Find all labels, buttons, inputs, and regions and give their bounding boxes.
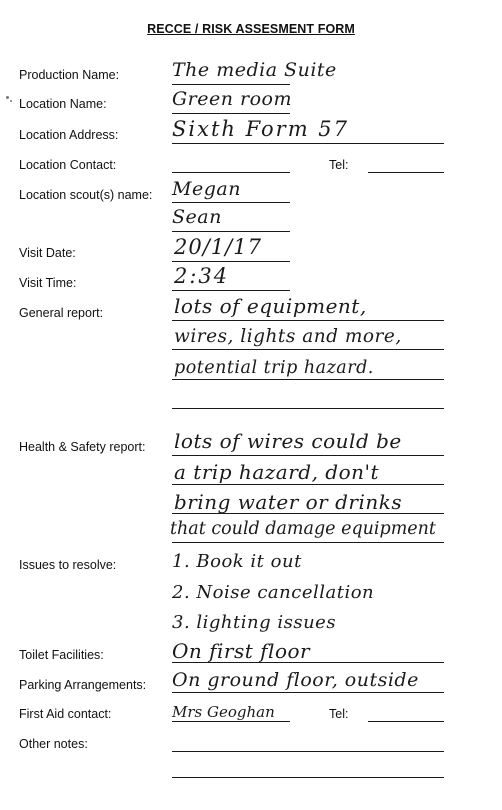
- scout-1-value: Megan: [172, 178, 241, 200]
- visit-time-line: [172, 290, 290, 291]
- location-contact-line: [172, 172, 290, 173]
- general-report-line-1: [172, 320, 444, 321]
- first-aid-tel-label: Tel:: [329, 707, 349, 721]
- health-safety-line-2: [172, 484, 444, 485]
- toilet-value: On first floor: [172, 639, 311, 663]
- other-notes-line-2: [172, 777, 444, 778]
- first-aid-label: First Aid contact:: [19, 707, 112, 721]
- visit-time-label: Visit Time:: [19, 276, 77, 290]
- general-report-line-text: lots of equipment,: [174, 294, 367, 318]
- visit-date-label: Visit Date:: [19, 246, 76, 260]
- production-name-value: The media Suite: [172, 59, 337, 81]
- general-report-line-3: [172, 379, 444, 380]
- production-name-line: [172, 84, 290, 85]
- general-report-line-4: [172, 408, 444, 409]
- issues-label: Issues to resolve:: [19, 558, 117, 572]
- visit-time-value: 2:34: [174, 264, 230, 288]
- health-safety-line-text: bring water or drinks: [174, 490, 403, 514]
- health-safety-line-text: a trip hazard, don't: [174, 460, 380, 484]
- issue-item: 2. Noise cancellation: [172, 582, 375, 603]
- contact-tel-label: Tel:: [329, 158, 349, 172]
- first-aid-tel-line: [368, 721, 444, 722]
- other-notes-label: Other notes:: [19, 737, 88, 751]
- scout-2-value: Sean: [172, 206, 222, 228]
- scan-speck: [10, 100, 12, 102]
- contact-tel-line: [368, 172, 444, 173]
- issue-item: 3. lighting issues: [172, 612, 337, 633]
- toilet-label: Toilet Facilities:: [19, 648, 104, 662]
- location-address-line: [172, 143, 444, 144]
- issue-item: 1. Book it out: [172, 551, 302, 572]
- location-address-value: Sixth Form 57: [172, 117, 349, 141]
- health-safety-line-text: lots of wires could be: [174, 429, 402, 453]
- health-safety-line-text: that could damage equipment: [170, 519, 436, 539]
- health-safety-line-1: [172, 455, 444, 456]
- visit-date-value: 20/1/17: [174, 235, 262, 259]
- general-report-line-text: wires, lights and more,: [174, 326, 402, 347]
- scout-line-1: [172, 202, 290, 203]
- first-aid-line: [172, 721, 290, 722]
- location-name-label: Location Name:: [19, 97, 107, 111]
- visit-date-line: [172, 261, 290, 262]
- location-name-line: [172, 113, 290, 114]
- other-notes-line-1: [172, 751, 444, 752]
- parking-line: [172, 692, 444, 693]
- health-safety-line-4: [172, 542, 444, 543]
- parking-value: On ground floor, outside: [172, 669, 419, 691]
- scan-speck: [6, 96, 9, 99]
- parking-label: Parking Arrangements:: [19, 678, 147, 692]
- health-safety-label: Health & Safety report:: [19, 440, 146, 454]
- general-report-line-2: [172, 349, 444, 350]
- location-contact-label: Location Contact:: [19, 158, 117, 172]
- general-report-line-text: potential trip hazard.: [174, 358, 374, 378]
- location-scouts-label: Location scout(s) name:: [19, 188, 153, 202]
- first-aid-value: Mrs Geoghan: [172, 703, 275, 721]
- general-report-label: General report:: [19, 306, 104, 320]
- location-address-label: Location Address:: [19, 128, 119, 142]
- production-name-label: Production Name:: [19, 68, 120, 82]
- scout-line-2: [172, 231, 290, 232]
- form-title: RECCE / RISK ASSESMENT FORM: [147, 22, 355, 36]
- location-name-value: Green room: [172, 88, 293, 110]
